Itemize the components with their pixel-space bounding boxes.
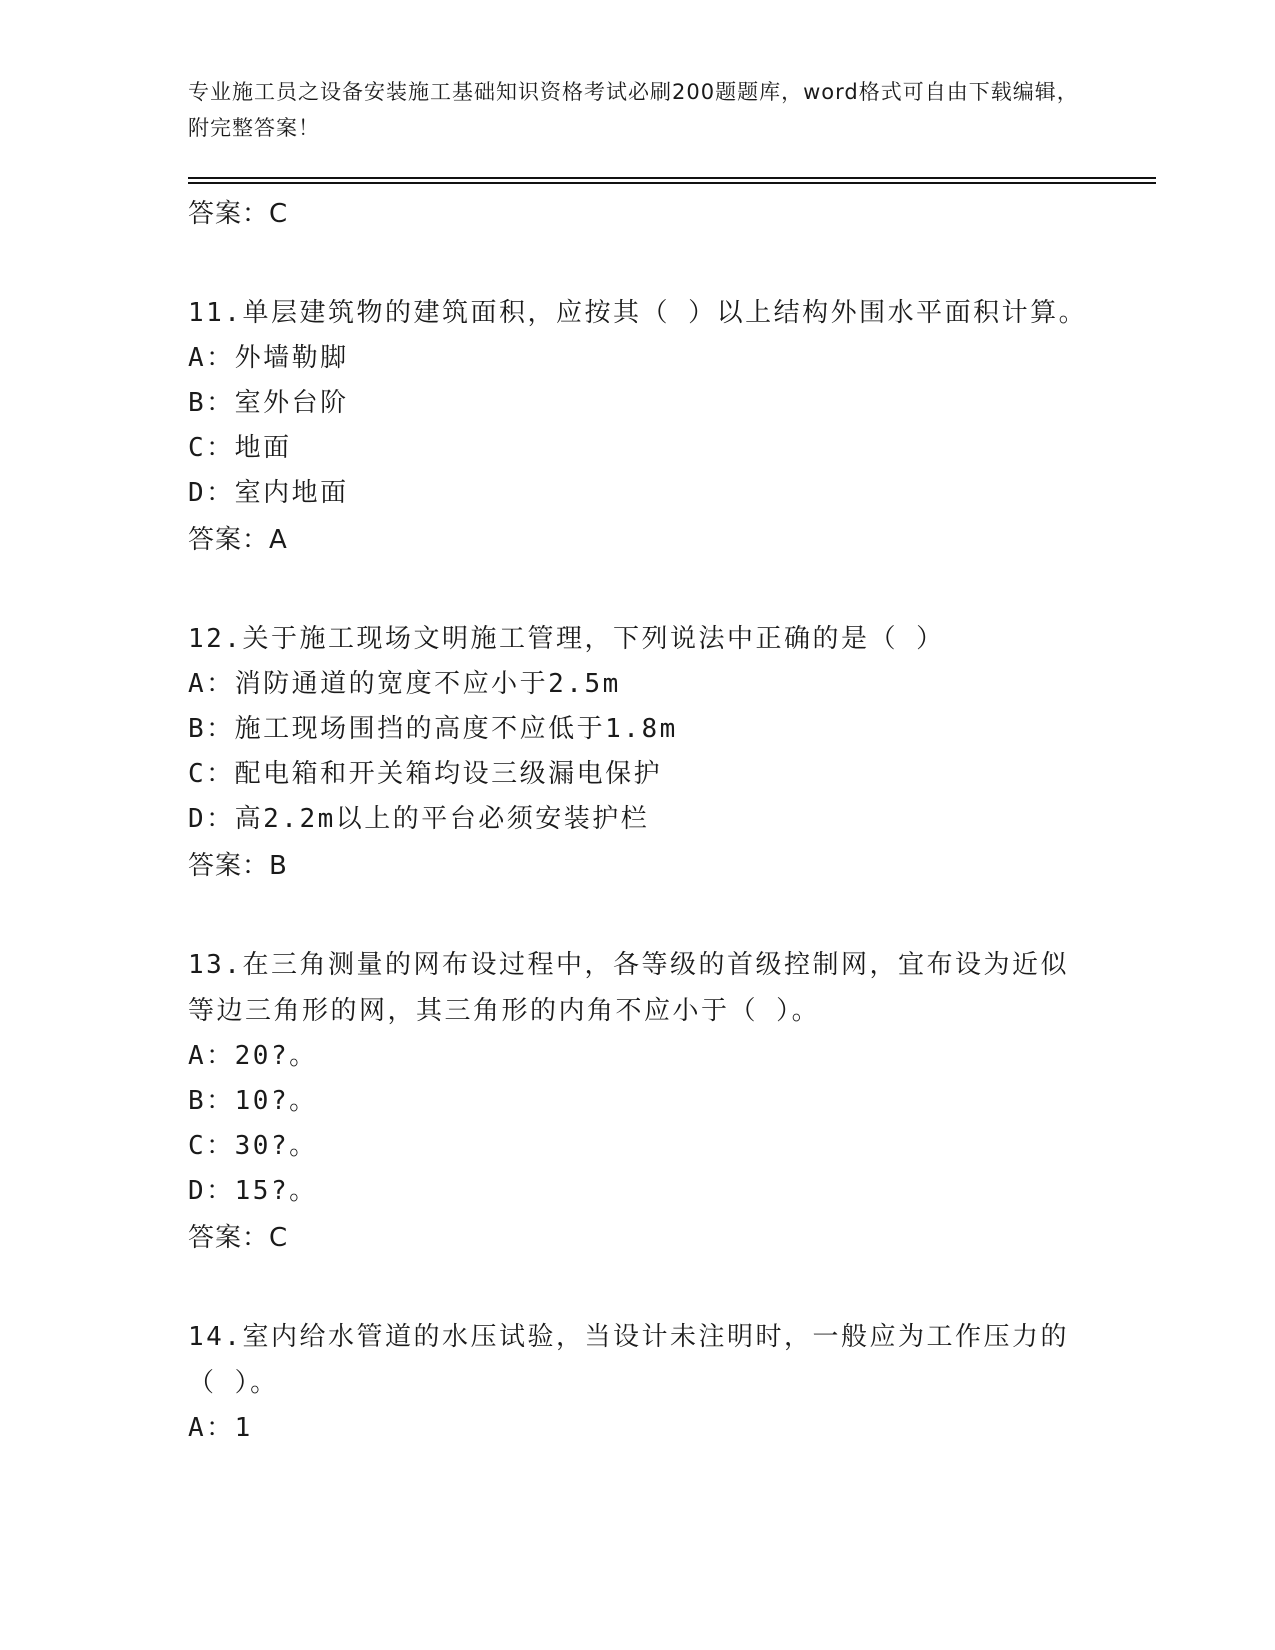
question-item xyxy=(188,942,1088,1262)
option-b: B：室外台阶 xyxy=(188,388,349,418)
option-a: A：1 xyxy=(188,1413,253,1443)
answer-line: 答案：A xyxy=(188,525,288,555)
question-item xyxy=(188,616,1088,890)
question-list xyxy=(188,190,1088,1451)
option-a: A：20?。 xyxy=(188,1041,318,1071)
option-c: C：30?。 xyxy=(188,1131,318,1161)
option-c: C：地面 xyxy=(188,433,292,463)
question-item xyxy=(188,1314,1088,1451)
question-item xyxy=(188,290,1088,564)
option-d: D：15?。 xyxy=(188,1176,318,1206)
spacer xyxy=(188,238,1088,290)
option-b: B：10?。 xyxy=(188,1086,318,1116)
header-divider-bottom xyxy=(188,182,1156,184)
document-header: 专业施工员之设备安装施工基础知识资格考试必刷200题题库，word格式可自由下载编辑，附完整答案！ xyxy=(188,80,1079,140)
question-text: 11.单层建筑物的建筑面积，应按其（ ）以上结构外围水平面积计算。 xyxy=(188,298,1088,328)
question-text: 14.室内给水管道的水压试验，当设计未注明时，一般应为工作压力的（ ）。 xyxy=(188,1322,1069,1398)
option-a: A：消防通道的宽度不应小于2.5m xyxy=(188,669,621,699)
header-divider-top xyxy=(188,177,1156,179)
answer-line: 答案：C xyxy=(188,1223,289,1253)
question-text: 13.在三角测量的网布设过程中，各等级的首级控制网，宜布设为近似等边三角形的网，其三角形的内角不应小于（ ）。 xyxy=(188,950,1069,1026)
answer-line: 答案：B xyxy=(188,851,288,881)
question-text: 12.关于施工现场文明施工管理，下列说法中正确的是（ ） xyxy=(188,624,945,654)
spacer xyxy=(188,1262,1088,1314)
option-d: D：室内地面 xyxy=(188,478,349,508)
answer-line: 答案：C xyxy=(188,199,289,229)
option-c: C：配电箱和开关箱均设三级漏电保护 xyxy=(188,759,663,789)
option-d: D：高2.2m以上的平台必须安装护栏 xyxy=(188,804,650,834)
option-a: A：外墙勒脚 xyxy=(188,343,349,373)
option-b: B：施工现场围挡的高度不应低于1.8m xyxy=(188,714,678,744)
spacer xyxy=(188,890,1088,942)
spacer xyxy=(188,564,1088,616)
